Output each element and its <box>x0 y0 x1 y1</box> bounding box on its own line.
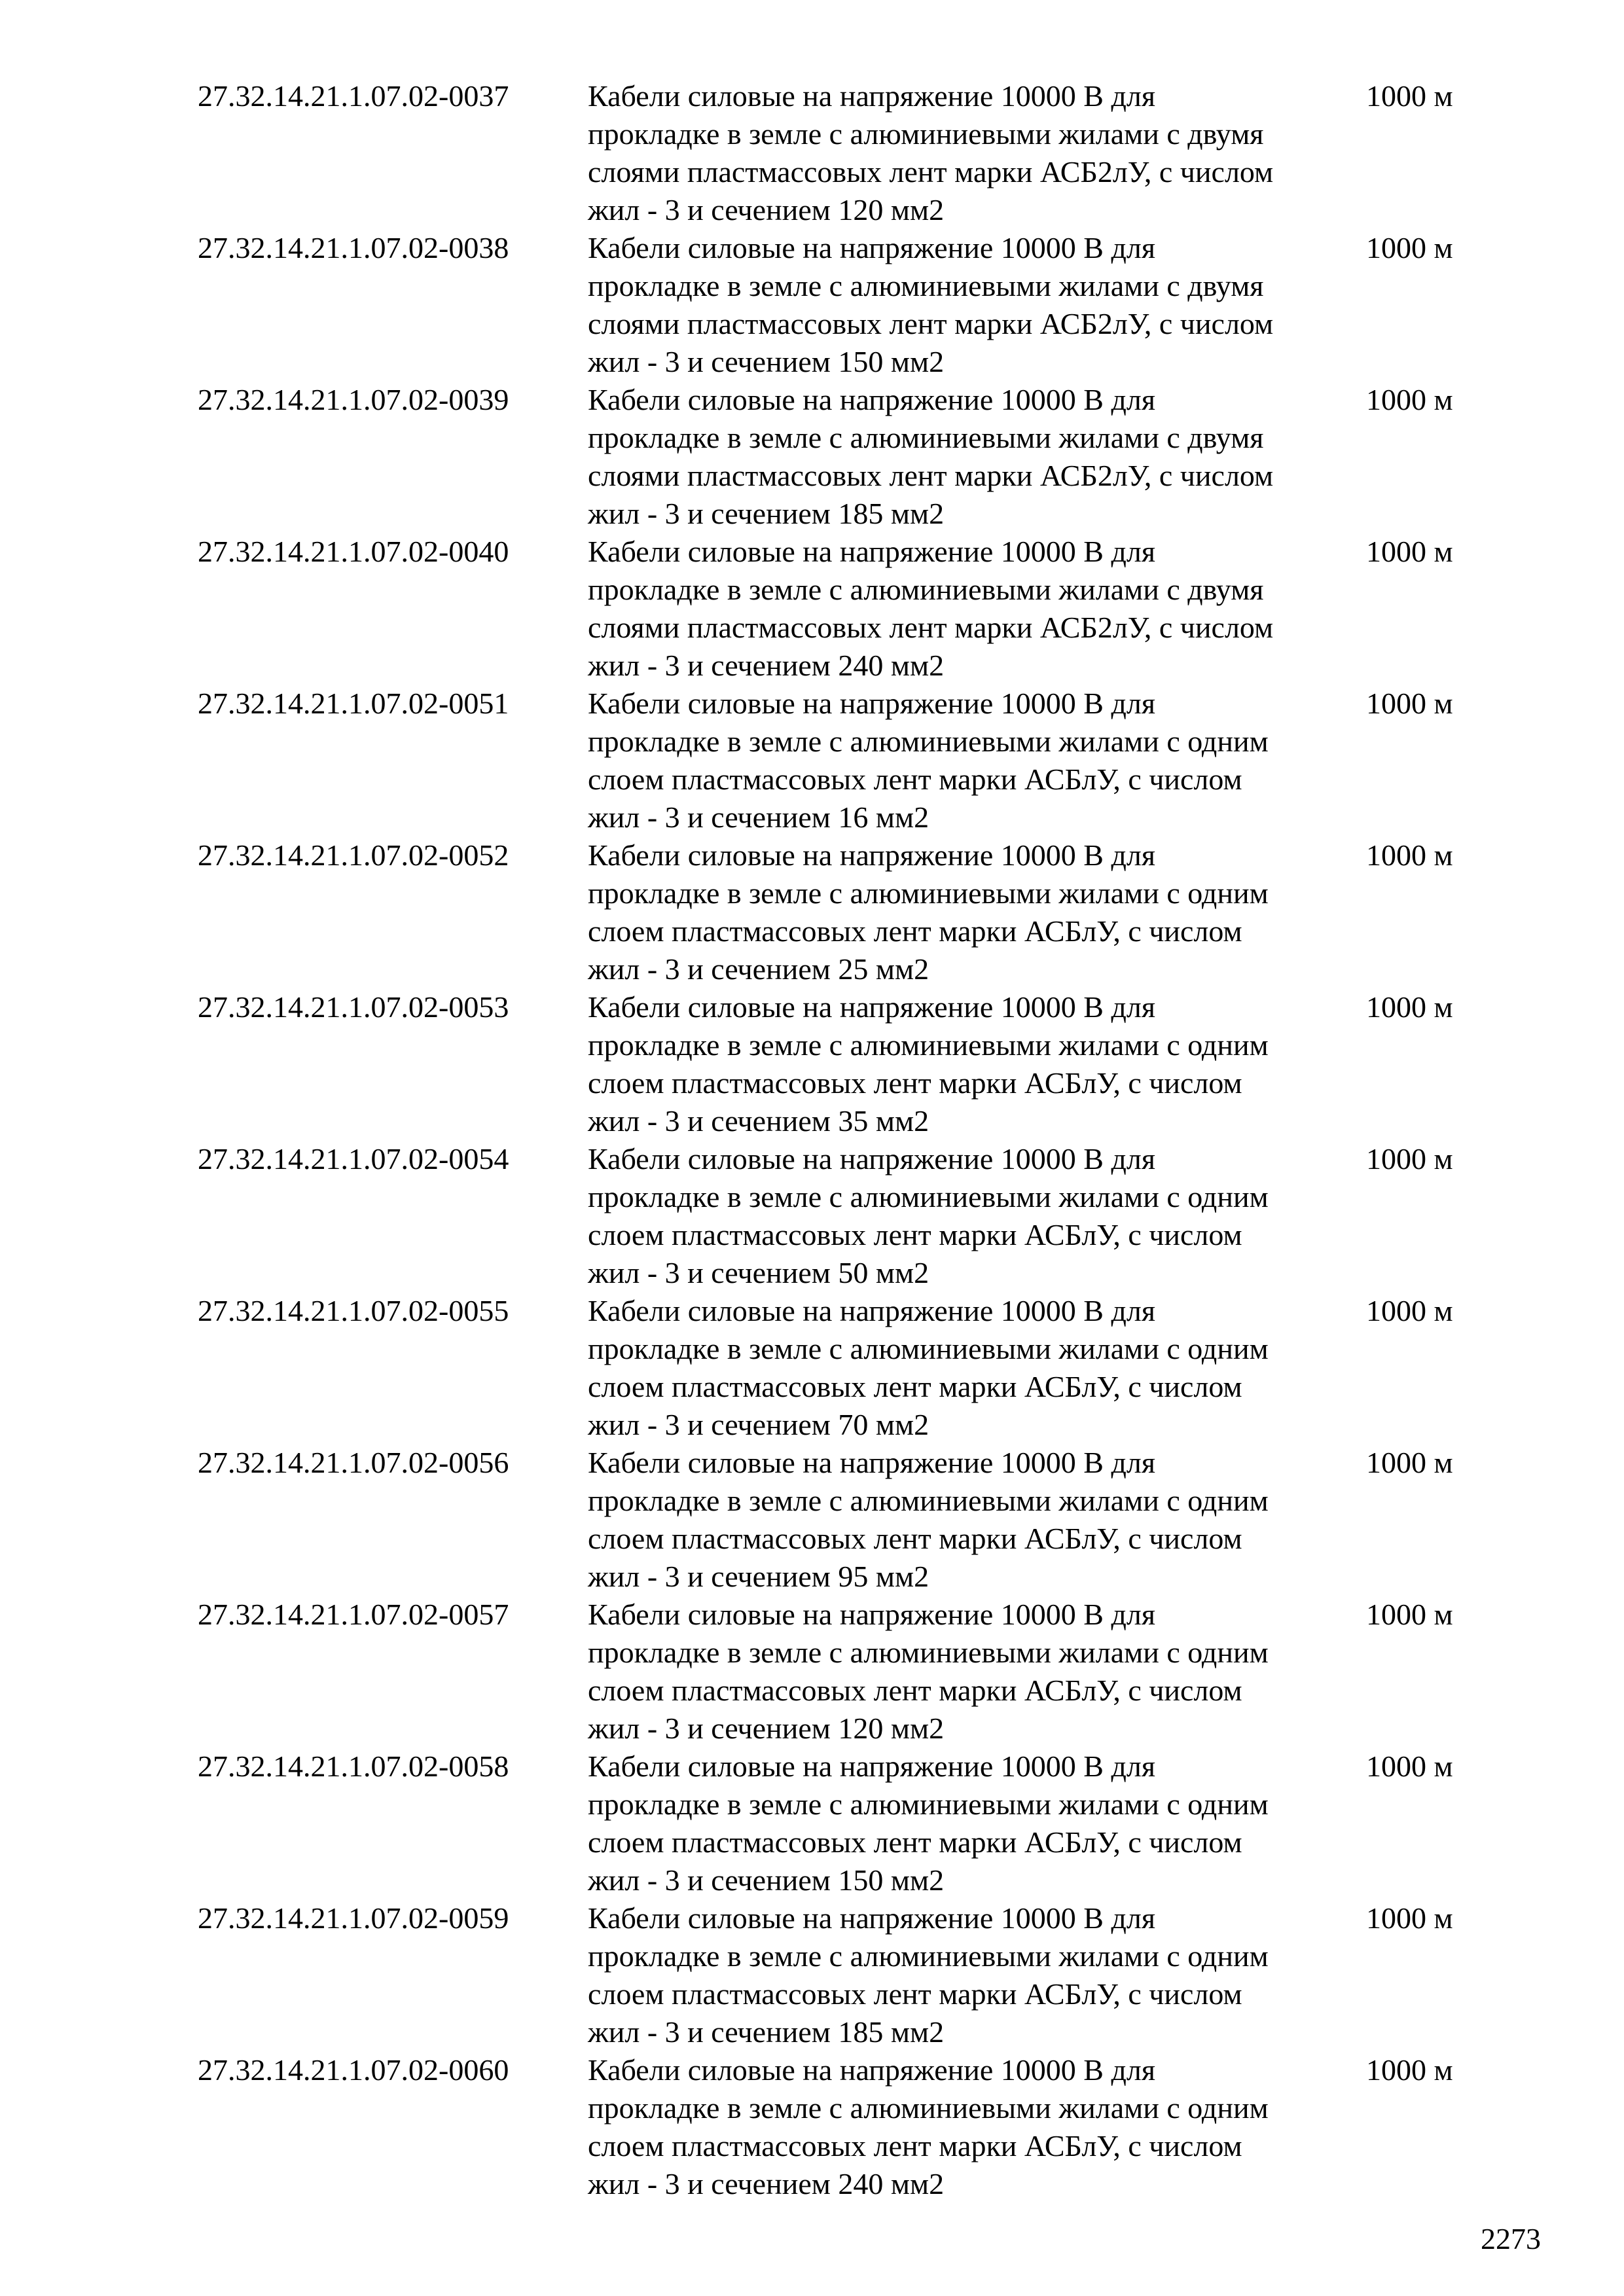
description-line: жил - 3 и сечением 50 мм2 <box>588 1256 929 1289</box>
resource-description <box>588 1444 1360 1596</box>
resource-description <box>588 1596 1360 1748</box>
description-line: жил - 3 и сечением 16 мм2 <box>588 800 929 834</box>
description-line: слоем пластмассовых лент марки АСБлУ, с числом <box>588 1066 1242 1100</box>
description-line: слоями пластмассовых лент марки АСБ2лУ, с числом <box>588 307 1274 340</box>
description-line: Кабели силовые на напряжение 10000 В для <box>588 1901 1155 1935</box>
description-line: слоем пластмассовых лент марки АСБлУ, с числом <box>588 1522 1242 1555</box>
description-line: Кабели силовые на напряжение 10000 В для <box>588 1749 1155 1783</box>
unit-of-measure: 1000 м <box>1366 838 1453 872</box>
resource-code: 27.32.14.21.1.07.02-0056 <box>198 1446 509 1479</box>
description-line: Кабели силовые на напряжение 10000 В для <box>588 535 1155 568</box>
description-line: прокладке в земле с алюминиевыми жилами с одним <box>588 1787 1269 1821</box>
unit-of-measure: 1000 м <box>1366 2053 1453 2087</box>
resource-code: 27.32.14.21.1.07.02-0038 <box>198 231 509 264</box>
resource-code: 27.32.14.21.1.07.02-0053 <box>198 990 509 1024</box>
description-line: жил - 3 и сечением 185 мм2 <box>588 2015 945 2049</box>
resource-description <box>588 836 1360 988</box>
resource-code: 27.32.14.21.1.07.02-0040 <box>198 535 509 568</box>
resource-code: 27.32.14.21.1.07.02-0060 <box>198 2053 509 2087</box>
resource-code: 27.32.14.21.1.07.02-0051 <box>198 687 509 720</box>
resource-description <box>588 1292 1360 1444</box>
unit-of-measure: 1000 м <box>1366 535 1453 568</box>
description-line: жил - 3 и сечением 150 мм2 <box>588 345 945 378</box>
unit-of-measure: 1000 м <box>1366 231 1453 264</box>
description-line: жил - 3 и сечением 185 мм2 <box>588 497 945 530</box>
table-row <box>0 533 1624 685</box>
description-line: жил - 3 и сечением 150 мм2 <box>588 1863 945 1897</box>
resource-description <box>588 1899 1360 2051</box>
description-line: Кабели силовые на напряжение 10000 В для <box>588 1598 1155 1631</box>
unit-of-measure: 1000 м <box>1366 1446 1453 1479</box>
description-line: Кабели силовые на напряжение 10000 В для <box>588 687 1155 720</box>
description-line: жил - 3 и сечением 35 мм2 <box>588 1104 929 1138</box>
description-line: прокладке в земле с алюминиевыми жилами с одним <box>588 725 1269 758</box>
resource-code: 27.32.14.21.1.07.02-0055 <box>198 1294 509 1327</box>
description-line: Кабели силовые на напряжение 10000 В для <box>588 990 1155 1024</box>
description-line: прокладке в земле с алюминиевыми жилами с двумя <box>588 573 1264 606</box>
table-row <box>0 988 1624 1140</box>
description-line: жил - 3 и сечением 240 мм2 <box>588 649 945 682</box>
table-row <box>0 1292 1624 1444</box>
table-row <box>0 836 1624 988</box>
description-line: Кабели силовые на напряжение 10000 В для <box>588 79 1155 113</box>
description-line: Кабели силовые на напряжение 10000 В для <box>588 1142 1155 1175</box>
resource-description <box>588 381 1360 533</box>
unit-of-measure: 1000 м <box>1366 1598 1453 1631</box>
unit-of-measure: 1000 м <box>1366 1749 1453 1783</box>
description-line: жил - 3 и сечением 240 мм2 <box>588 2167 945 2200</box>
description-line: прокладке в земле с алюминиевыми жилами с двумя <box>588 421 1264 454</box>
description-line: Кабели силовые на напряжение 10000 В для <box>588 838 1155 872</box>
description-line: слоями пластмассовых лент марки АСБ2лУ, с числом <box>588 611 1274 644</box>
description-line: прокладке в земле с алюминиевыми жилами с одним <box>588 1028 1269 1062</box>
description-line: слоями пластмассовых лент марки АСБ2лУ, с числом <box>588 459 1274 492</box>
description-line: жил - 3 и сечением 120 мм2 <box>588 1712 945 1745</box>
resource-description <box>588 988 1360 1140</box>
description-line: прокладке в земле с алюминиевыми жилами с одним <box>588 1939 1269 1973</box>
resource-description <box>588 533 1360 685</box>
description-line: жил - 3 и сечением 70 мм2 <box>588 1408 929 1441</box>
page-number: 2273 <box>1481 2222 1541 2255</box>
description-line: слоем пластмассовых лент марки АСБлУ, с числом <box>588 1370 1242 1403</box>
unit-of-measure: 1000 м <box>1366 990 1453 1024</box>
description-line: Кабели силовые на напряжение 10000 В для <box>588 231 1155 264</box>
resource-description <box>588 1748 1360 1899</box>
description-line: Кабели силовые на напряжение 10000 В для <box>588 1446 1155 1479</box>
description-line: прокладке в земле с алюминиевыми жилами с одним <box>588 1332 1269 1365</box>
description-line: слоем пластмассовых лент марки АСБлУ, с числом <box>588 1674 1242 1707</box>
table-row <box>0 1596 1624 1748</box>
resource-code: 27.32.14.21.1.07.02-0054 <box>198 1142 509 1175</box>
unit-of-measure: 1000 м <box>1366 79 1453 113</box>
description-line: жил - 3 и сечением 25 мм2 <box>588 952 929 986</box>
resource-description <box>588 685 1360 836</box>
resource-code: 27.32.14.21.1.07.02-0052 <box>198 838 509 872</box>
description-line: слоем пластмассовых лент марки АСБлУ, с числом <box>588 762 1242 796</box>
table-row <box>0 685 1624 836</box>
description-line: слоем пластмассовых лент марки АСБлУ, с числом <box>588 2129 1242 2162</box>
table-row <box>0 1444 1624 1596</box>
description-line: прокладке в земле с алюминиевыми жилами с одним <box>588 2091 1269 2125</box>
table-row <box>0 381 1624 533</box>
description-line: прокладке в земле с алюминиевыми жилами с одним <box>588 876 1269 910</box>
unit-of-measure: 1000 м <box>1366 1901 1453 1935</box>
description-line: слоем пластмассовых лент марки АСБлУ, с числом <box>588 1825 1242 1859</box>
description-line: прокладке в земле с алюминиевыми жилами с двумя <box>588 117 1264 151</box>
unit-of-measure: 1000 м <box>1366 1294 1453 1327</box>
description-line: прокладке в земле с алюминиевыми жилами с одним <box>588 1180 1269 1213</box>
table-row <box>0 2051 1624 2203</box>
description-line: Кабели силовые на напряжение 10000 В для <box>588 1294 1155 1327</box>
resource-code: 27.32.14.21.1.07.02-0058 <box>198 1749 509 1783</box>
description-line: слоем пластмассовых лент марки АСБлУ, с числом <box>588 914 1242 948</box>
resource-description <box>588 2051 1360 2203</box>
unit-of-measure: 1000 м <box>1366 383 1453 416</box>
resource-code: 27.32.14.21.1.07.02-0057 <box>198 1598 509 1631</box>
description-line: жил - 3 и сечением 120 мм2 <box>588 193 945 226</box>
description-line: прокладке в земле с алюминиевыми жилами с двумя <box>588 269 1264 302</box>
description-line: жил - 3 и сечением 95 мм2 <box>588 1560 929 1593</box>
resource-table <box>0 77 1624 2203</box>
description-line: прокладке в земле с алюминиевыми жилами с одним <box>588 1636 1269 1669</box>
description-line: слоем пластмассовых лент марки АСБлУ, с числом <box>588 1218 1242 1251</box>
resource-code: 27.32.14.21.1.07.02-0037 <box>198 79 509 113</box>
table-row <box>0 1899 1624 2051</box>
description-line: прокладке в земле с алюминиевыми жилами с одним <box>588 1484 1269 1517</box>
description-line: слоем пластмассовых лент марки АСБлУ, с числом <box>588 1977 1242 2011</box>
resource-description <box>588 1140 1360 1292</box>
table-row <box>0 1140 1624 1292</box>
description-line: слоями пластмассовых лент марки АСБ2лУ, с числом <box>588 155 1274 188</box>
unit-of-measure: 1000 м <box>1366 1142 1453 1175</box>
resource-description <box>588 229 1360 381</box>
description-line: Кабели силовые на напряжение 10000 В для <box>588 2053 1155 2087</box>
resource-description <box>588 77 1360 229</box>
description-line: Кабели силовые на напряжение 10000 В для <box>588 383 1155 416</box>
table-row <box>0 229 1624 381</box>
resource-code: 27.32.14.21.1.07.02-0059 <box>198 1901 509 1935</box>
table-row <box>0 1748 1624 1899</box>
table-row <box>0 77 1624 229</box>
unit-of-measure: 1000 м <box>1366 687 1453 720</box>
resource-code: 27.32.14.21.1.07.02-0039 <box>198 383 509 416</box>
